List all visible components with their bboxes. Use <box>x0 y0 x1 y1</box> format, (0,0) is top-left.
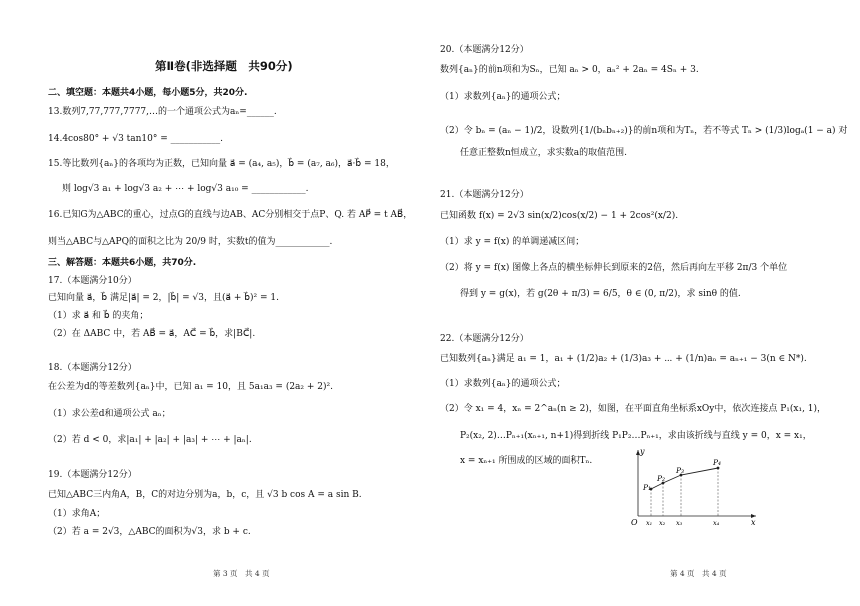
page-footer: 第 3 页 共 4 页 <box>213 569 270 578</box>
section-title: 第Ⅱ卷(非选择题 共90分) <box>155 59 293 73</box>
section-2-heading: 二、填空题：本题共4小题，每小题5分，共20分. <box>48 88 248 98</box>
question-22-part-2-end: x = xₙ₊₁ 所围成的区域的面积Tₙ. <box>460 456 593 466</box>
question-19-part-1: （1）求角A； <box>48 509 106 519</box>
question-20-part-2: （2）令 bₙ = (aₙ − 1)/2，设数列{1/(bₙbₙ₊₂)}的前n项和为Tₙ，若不等式 Tₙ > (1/3)logₐ(1 − a) 对 <box>440 126 848 136</box>
question-18-text: 在公差为d的等差数列{aₙ}中，已知 a₁ = 10，且 5a₁a₃ = (2a₂ + 2)². <box>48 382 333 392</box>
label-p3: P₃ <box>676 466 685 475</box>
tick-x1: x₁ <box>646 519 653 527</box>
question-17-part-1: （1）求 a⃗ 和 b⃗ 的夹角； <box>48 311 149 321</box>
polyline-figure <box>618 446 760 528</box>
question-18-part-2: （2）若 d < 0，求|a₁| + |a₂| + |a₃| + ⋯ + |aₙ|. <box>48 435 252 445</box>
tick-x2: x₂ <box>659 519 666 527</box>
question-18-header: 18.（本题满分12分） <box>48 363 137 373</box>
tick-x3: x₃ <box>676 519 683 527</box>
point-p4 <box>717 467 720 470</box>
question-20-header: 20.（本题满分12分） <box>440 45 529 55</box>
question-17-text: 已知向量 a⃗，b⃗ 满足|a⃗| = 2，|b⃗| = √3，且(a⃗ + b⃗)² = 1. <box>48 293 279 303</box>
question-19-header: 19.（本题满分12分） <box>48 470 137 480</box>
question-20-text: 数列{aₙ}的前n项和为Sₙ，已知 aₙ > 0，aₙ² + 2aₙ = 4Sₙ + 3. <box>440 65 699 75</box>
question-20-part-2-cont: 任意正整数n恒成立，求实数a的取值范围. <box>460 148 628 158</box>
question-22-header: 22.（本题满分12分） <box>440 334 529 344</box>
label-p1: P₁ <box>643 483 652 492</box>
question-14: 14.4cos80° + √3 tan10° = ___________. <box>48 134 224 144</box>
question-19-part-2: （2）若 a = 2√3，△ABC的面积为√3，求 b + c. <box>48 527 251 537</box>
question-22-part-2: （2）令 x₁ = 4，xₙ = 2^aₙ(n ≥ 2)，如图，在平面直角坐标系xOy中，依次连接点 P₁(x₁, 1)， <box>440 404 827 414</box>
question-21-part-2: （2）将 y = f(x) 图像上各点的横坐标伸长到原来的2倍，然后再向左平移 2π/3 个单位 <box>440 263 788 273</box>
label-p4: P₄ <box>713 458 722 467</box>
question-22-part-1: （1）求数列{aₙ}的通项公式； <box>440 379 566 389</box>
x-axis-label: x <box>751 518 756 527</box>
question-15-line-1: 15.等比数列{aₙ}的各项均为正数，已知向量 a⃗ = (a₄, a₅)，b⃗ = (a₇, a₆)，a⃗·b⃗ = 18， <box>48 159 395 169</box>
question-18-part-1: （1）求公差d和通项公式 aₙ； <box>48 409 171 419</box>
question-22-text: 已知数列{aₙ}满足 a₁ = 1，a₁ + (1/2)a₂ + (1/3)a₃ + ⋯ + (1/n)aₙ = aₙ₊₁ − 3(n ∈ N*). <box>440 354 807 364</box>
question-16-line-1: 16.已知G为△ABC的重心，过点G的直线与边AB、AC分别相交于点P、Q. 若 AP⃗ = t AB⃗， <box>48 210 413 220</box>
question-16-line-2: 则当△ABC与△APQ的面积之比为 20/9 时，实数t的值为____________. <box>48 237 333 247</box>
question-13: 13.数列7,77,777,7777,…的一个通项公式为aₙ=______. <box>48 107 277 117</box>
question-20-part-1: （1）求数列{aₙ}的通项公式； <box>440 92 566 102</box>
question-19-text: 已知△ABC三内角A，B，C的对边分别为a，b，c，且 √3 b cos A = a sin B. <box>48 490 362 500</box>
question-22-part-2-cont: P₂(x₂, 2)…Pₙ₊₁(xₙ₊₁, n+1)得到折线 P₁P₂…Pₙ₊₁，求由该折线与直线 y = 0，x = x₁， <box>460 431 812 441</box>
origin-label: O <box>631 518 638 527</box>
label-p2: P₂ <box>657 474 666 483</box>
y-axis-label: y <box>640 447 645 456</box>
question-21-part-1: （1）求 y = f(x) 的单调递减区间； <box>440 237 585 247</box>
tick-x4: x₄ <box>713 519 720 527</box>
page-footer: 第 4 页 共 4 页 <box>670 569 727 578</box>
question-17-part-2: （2）在 ΔABC 中，若 AB⃗ = a⃗，AC⃗ = b⃗，求|BC⃗|. <box>48 329 256 339</box>
page-4 <box>430 0 860 606</box>
question-21-text: 已知函数 f(x) = 2√3 sin(x/2)cos(x/2) − 1 + 2cos²(x/2). <box>440 211 679 221</box>
question-17-header: 17.（本题满分10分） <box>48 276 137 286</box>
question-21-part-2-cont: 得到 y = g(x)，若 g(2θ + π/3) = 6/5，θ ∈ (0, π/2)，求 sinθ 的值. <box>460 289 741 299</box>
section-3-heading: 三、解答题：本题共6小题，共70分. <box>48 258 197 268</box>
question-21-header: 21.（本题满分12分） <box>440 190 529 200</box>
question-15-line-2: 则 log√3 a₁ + log√3 a₂ + ⋯ + log√3 a₁₀ = ____________. <box>62 184 309 194</box>
